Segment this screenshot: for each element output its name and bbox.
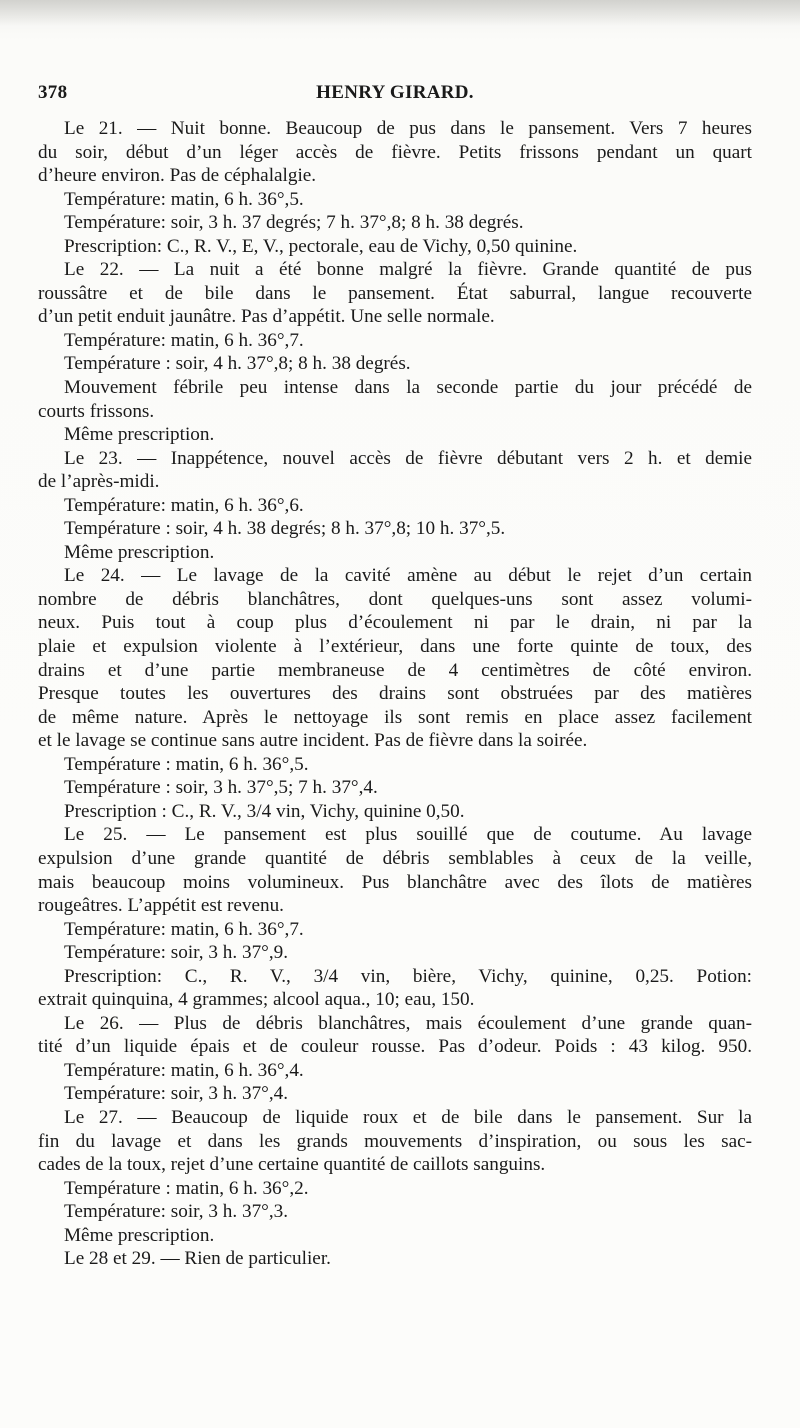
- text-line: Le 25. — Le pansement est plus souillé que de coutume. Au lavage: [64, 824, 752, 846]
- text-line: Même prescription.: [64, 424, 215, 446]
- text-line: de même nature. Après le nettoyage ils sont remis en place assez facilement: [38, 706, 752, 728]
- text-line: Température: soir, 3 h. 37°,4.: [64, 1083, 289, 1105]
- text-line: et le lavage se continue sans autre incident. Pas de fièvre dans la soirée.: [38, 730, 588, 752]
- text-line: Température: soir, 3 h. 37°,3.: [64, 1201, 289, 1223]
- running-title: HENRY GIRARD.: [316, 82, 474, 103]
- text-line: Température: matin, 6 h. 36°,7.: [64, 329, 304, 351]
- text-line: Température: matin, 6 h. 36°,6.: [64, 494, 304, 516]
- page-number: 378: [38, 82, 68, 103]
- text-line: du soir, début d’un léger accès de fièvre. Petits frissons pendant un quart: [38, 141, 752, 163]
- text-line: Température: soir, 3 h. 37°,9.: [64, 942, 289, 964]
- text-line: Le 23. — Inappétence, nouvel accès de fièvre débutant vers 2 h. et demie: [64, 447, 752, 469]
- text-line: cades de la toux, rejet d’une certaine quantité de caillots sanguins.: [38, 1154, 546, 1176]
- text-line: Prescription: C., R. V., E, V., pectorale, eau de Vichy, 0,50 quinine.: [64, 235, 578, 257]
- text-line: Température : soir, 4 h. 38 degrés; 8 h. 37°,8; 10 h. 37°,5.: [64, 518, 506, 540]
- text-line: fin du lavage et dans les grands mouvements d’inspiration, ou sous les sac-: [38, 1130, 752, 1152]
- text-line: drains et d’une partie membraneuse de 4 centimètres de côté environ.: [38, 659, 752, 681]
- text-line: Le 22. — La nuit a été bonne malgré la fièvre. Grande quantité de pus: [64, 259, 752, 281]
- text-line: Le 27. — Beaucoup de liquide roux et de bile dans le pansement. Sur la: [64, 1106, 752, 1128]
- text-line: Prescription: C., R. V., 3/4 vin, bière, Vichy, quinine, 0,25. Potion:: [64, 965, 752, 987]
- text-line: Le 21. — Nuit bonne. Beaucoup de pus dans le pansement. Vers 7 heures: [64, 118, 752, 139]
- page-top-shadow: [0, 0, 800, 26]
- text-line: rougeâtres. L’appétit est revenu.: [38, 895, 284, 917]
- text-line: Température : soir, 4 h. 37°,8; 8 h. 38 degrés.: [64, 353, 411, 375]
- text-line: de l’après-midi.: [38, 471, 160, 493]
- text-line: roussâtre et de bile dans le pansement. État saburral, langue recouverte: [38, 282, 752, 304]
- text-line: Le 28 et 29. — Rien de particulier.: [64, 1248, 331, 1270]
- running-head: [38, 82, 752, 106]
- text-line: Même prescription.: [64, 541, 215, 563]
- text-line: Température: soir, 3 h. 37 degrés; 7 h. 37°,8; 8 h. 38 degrés.: [64, 212, 524, 234]
- text-line: Presque toutes les ouvertures des drains sont obstruées par des matières: [38, 683, 752, 705]
- text-line: Prescription : C., R. V., 3/4 vin, Vichy, quinine 0,50.: [64, 800, 465, 822]
- text-line: d’un petit enduit jaunâtre. Pas d’appétit. Une selle normale.: [38, 306, 495, 328]
- text-line: tité d’un liquide épais et de couleur rousse. Pas d’odeur. Poids : 43 kilog. 950.: [38, 1036, 752, 1058]
- text-line: neux. Puis tout à coup plus d’écoulement ni par le drain, ni par la: [38, 612, 752, 634]
- text-line: Température: matin, 6 h. 36°,7.: [64, 918, 304, 940]
- text-line: courts frissons.: [38, 400, 155, 422]
- text-line: d’heure environ. Pas de céphalalgie.: [38, 165, 317, 187]
- text-line: plaie et expulsion violente à l’extérieur, dans une forte quinte de toux, des: [38, 636, 752, 658]
- text-line: nombre de débris blanchâtres, dont quelques-uns sont assez volumi-: [38, 588, 752, 610]
- text-line: Mouvement fébrile peu intense dans la seconde partie du jour précédé de: [64, 377, 752, 399]
- body-text: [38, 117, 752, 1271]
- text-line: Température : soir, 3 h. 37°,5; 7 h. 37°,4.: [64, 777, 378, 799]
- text-line: Température : matin, 6 h. 36°,2.: [64, 1177, 309, 1199]
- text-line: mais beaucoup moins volumineux. Pus blanchâtre avec des îlots de matières: [38, 871, 752, 893]
- text-line: Même prescription.: [64, 1224, 215, 1246]
- text-line: Température : matin, 6 h. 36°,5.: [64, 753, 309, 775]
- text-line: Température: matin, 6 h. 36°,5.: [64, 188, 304, 210]
- text-line: Le 26. — Plus de débris blanchâtres, mais écoulement d’une grande quan-: [64, 1012, 752, 1034]
- text-line: Le 24. — Le lavage de la cavité amène au début le rejet d’un certain: [64, 565, 752, 587]
- text-line: expulsion d’une grande quantité de débris semblables à ceux de la veille,: [38, 847, 752, 869]
- text-line: Température: matin, 6 h. 36°,4.: [64, 1059, 304, 1081]
- text-line: extrait quinquina, 4 grammes; alcool aqua., 10; eau, 150.: [38, 989, 475, 1011]
